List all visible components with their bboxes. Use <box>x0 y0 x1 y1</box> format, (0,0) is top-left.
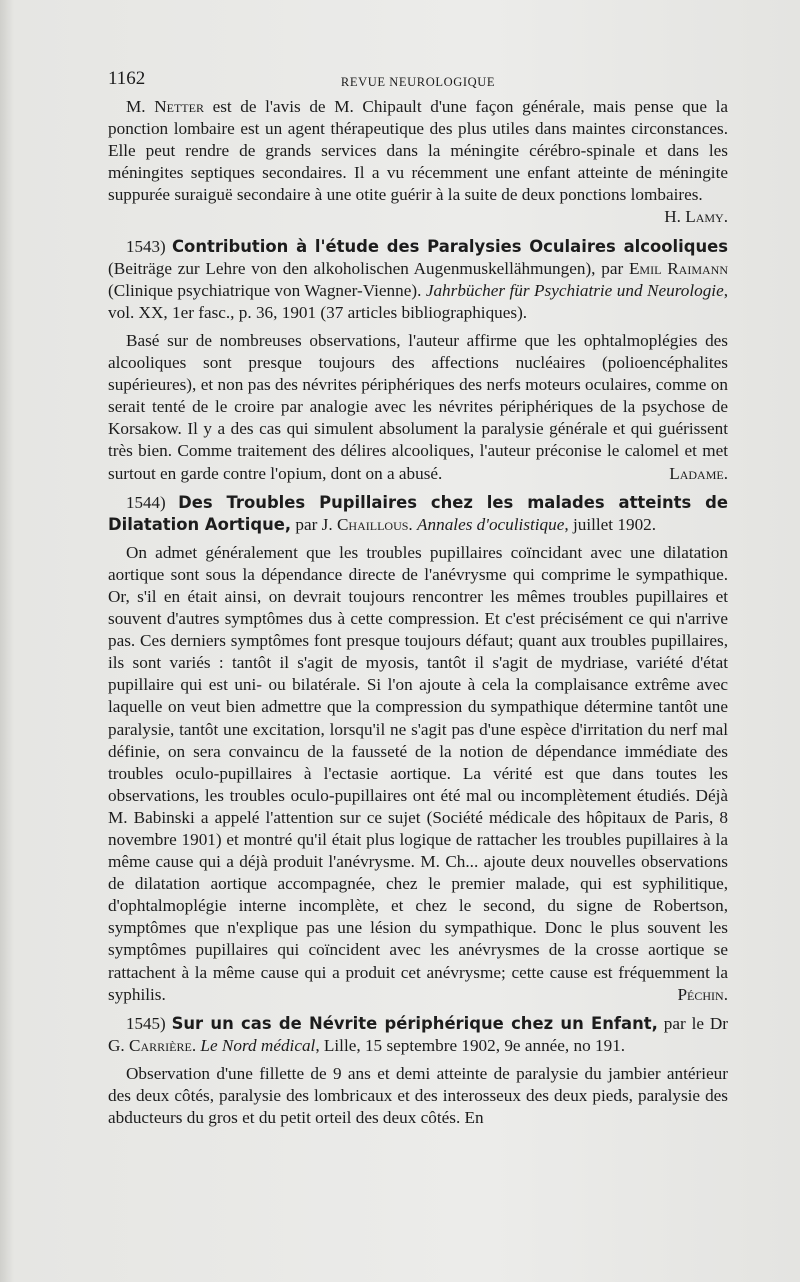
article-number: 1545) <box>126 1013 166 1033</box>
reference-text: . <box>191 1035 201 1055</box>
article-title: Sur un cas de Névrite périphérique chez un Enfant, <box>171 1013 658 1033</box>
paragraph-text: On admet généralement que les troubles pupillaires coïncidant avec une dilatation aortique sont sous la dépendance directe de l'anévrysme qui comprime le sympathique. Or, s'il en était ainsi, on devrait toujours rencontrer les mêmes troubles pupillaires et souvent d'autres symptômes dus à cette compression. Et c'est précisément ce qui n'arrive pas. Ces derniers symptômes font presque toujours défaut; quant aux troubles pupillaires, ils sont variés : tantôt il s'agit de myosis, tantôt il s'agit de mydriase, variété d'état pupillaire qui est uni- ou bilatérale. Si l'on ajoute à cela la complaisance extrême avec laquelle on veut bien admettre que la compression du sympathique détermine tantôt une paralysie, tantôt une excitation, lorsqu'il ne s'agit pas d'une espèce d'irritation du nerf mal définie, on sera convaincu de la fausseté de la notion de dépendance immédiate des troubles oculo-pupillaires à l'ectasie aortique. La vérité est que dans toutes les observations, les troubles oculo-pupillaires ont été mal ou incomplètement étudiés. Déjà M. Babinski a appelé l'attention sur ce sujet (Société médicale des hôpitaux de Paris, 8 novembre 1901) et montré qu'il était plus logique de rattacher les troubles pupillaires à la même cause qui a déjà produit l'anévrysme. M. Ch... ajoute deux nouvelles observations de dilatation aortique accompagnée, chez le premier malade, qui est syphilitique, d'ophtalmoplégie interne incomplète, et chez le second, du signe de Robertson, symptômes que n'explique pas une lésion du sympathique. Donc le plus souvent les symptômes pupillaires qui coïncident avec les anévrysmes de la crosse aortique se rattachent à la même cause qui a produit cet anévrysme; cette cause est fréquemment la syphilis. <box>108 542 728 1004</box>
signature: Péchin. <box>677 984 728 1004</box>
reference-text: par le Dr G. <box>108 1013 728 1055</box>
article-title: Des Troubles Pupillaires chez les malades atteints de Dilatation Aortique, <box>108 492 728 534</box>
reference-text: (Beiträge zur Lehre von den alkoholischen Augenmuskellähmungen), par <box>108 258 629 278</box>
page-content <box>108 68 728 1129</box>
article-1543-heading <box>108 236 728 324</box>
author-name: Emil Raimann <box>628 258 728 278</box>
reference-text: (Clinique psychiatrique von Wagner-Vienne). <box>108 280 426 300</box>
netter-paragraph <box>108 96 728 227</box>
journal-name: Jahrbücher für Psychiatrie und Neurologie <box>425 280 724 300</box>
author-name: Chaillous <box>336 514 409 534</box>
page-header <box>108 68 728 96</box>
signature: H. Lamy. <box>664 207 728 227</box>
paragraph-text: est de l'avis de M. Chipault d'une façon générale, mais pense que la ponction lombaire est un agent thérapeutique des plus utiles dans maintes circonstances. Elle peut rendre de grands services dans la méningite cérébro-spinale et dans les méningites septiques secondaires. Il a vu récemment une enfant atteinte de méningite suppurée suraiguë secondaire à une otite guérir à la suite de deux ponctions lombaires. <box>108 97 728 205</box>
article-1544-heading <box>108 492 728 536</box>
reference-text: par J. <box>291 514 337 534</box>
article-title: Contribution à l'étude des Paralysies Oculaires alcooliques <box>172 236 728 256</box>
reference-text: , juillet 1902. <box>564 514 657 534</box>
article-1544-body <box>108 542 728 1006</box>
journal-name: Le Nord médical <box>200 1035 316 1055</box>
reference-text: , Lille, 15 septembre 1902, 9e année, no 191. <box>315 1035 626 1055</box>
reference-text: , vol. XX, 1er fasc., p. 36, 1901 (37 articles bibliographiques). <box>108 280 728 322</box>
author-name: M. Netter <box>126 97 204 116</box>
article-1545-body <box>108 1063 728 1129</box>
paragraph-text: Basé sur de nombreuses observations, l'auteur affirme que les ophtalmoplégies des alcooliques sont presque toujours des affections nucléaires (polioencéphalites supérieures), et non pas des névrites périphériques des nerfs moteurs oculaires, comme on serait tenté de le croire par analogie avec les névrites périphériques de la psychose de Korsakow. Il y a des cas qui simulent absolument la paralysie générale et qui guérissent très bien. Comme traitement des délires alcooliques, l'auteur préconise le calomel et met surtout en garde contre l'opium, dont on a abusé. <box>108 330 728 483</box>
article-1543-body <box>108 330 728 485</box>
page-number: 1162 <box>108 68 146 89</box>
author-name: Carrière <box>129 1035 192 1055</box>
signature: Ladame. <box>669 463 728 483</box>
paragraph-text: Observation d'une fillette de 9 ans et demi atteinte de paralysie du jambier antérieur des deux côtés, paralysie des lombricaux et des interosseux des deux pieds, paralysie des abducteurs du gros et du petit orteil des deux côtés. En <box>108 1063 728 1128</box>
article-number: 1544) <box>126 492 166 512</box>
journal-name: Annales d'oculistique <box>417 514 565 534</box>
running-head: REVUE NEUROLOGIQUE <box>340 75 496 89</box>
article-1545-heading <box>108 1013 728 1057</box>
article-number: 1543) <box>126 236 166 256</box>
reference-text: . <box>408 514 418 534</box>
